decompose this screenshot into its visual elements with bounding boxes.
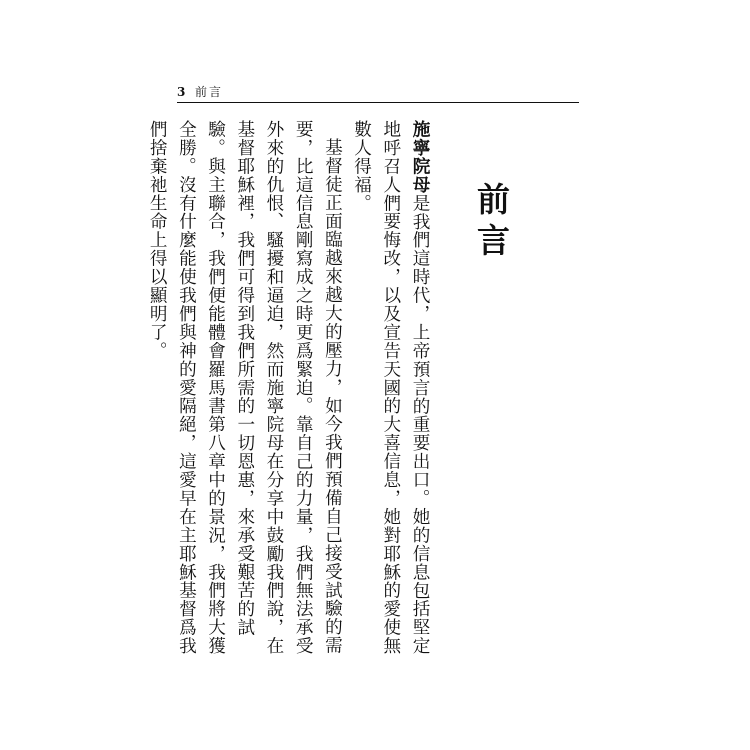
paragraph-2 xyxy=(142,120,346,660)
paragraph-1 xyxy=(346,120,435,660)
paragraph-1-text: 是我們這時代，上帝預言的重要出口。她的信息包括堅定地呼召人們要悔改，以及宣告天國的大喜信息，她對耶穌的愛使無數人得福。 xyxy=(351,120,430,656)
running-title: 前言 xyxy=(195,85,224,99)
paragraph-2-text: 基督徒正面臨越來越大的壓力，如今我們預備自己接受試驗的需要，比這信息剛寫成之時更爲緊迫。靠自己的力量，我們無法承受外來的仇恨、騷擾和逼迫，然而施寧院母在分享中鼓勵我們說，在基督耶穌裡，我們可得到我們所需的一切恩惠，來承受艱苦的試驗。與主聯合，我們便能體會羅馬書第八章中的景況，我們將大獲全勝。沒有什麼能使我們與神的愛隔絕，這愛早在主耶穌基督爲我們捨棄祂生命上得以顯明了。 xyxy=(147,120,343,656)
header-rule xyxy=(177,102,579,103)
page-number: 3 xyxy=(177,85,186,99)
chapter-title: 前言 xyxy=(472,182,511,264)
body-text xyxy=(142,120,435,660)
name-highlight: 施寧院母 xyxy=(410,120,431,194)
page-text xyxy=(147,120,520,680)
running-header xyxy=(177,84,577,104)
